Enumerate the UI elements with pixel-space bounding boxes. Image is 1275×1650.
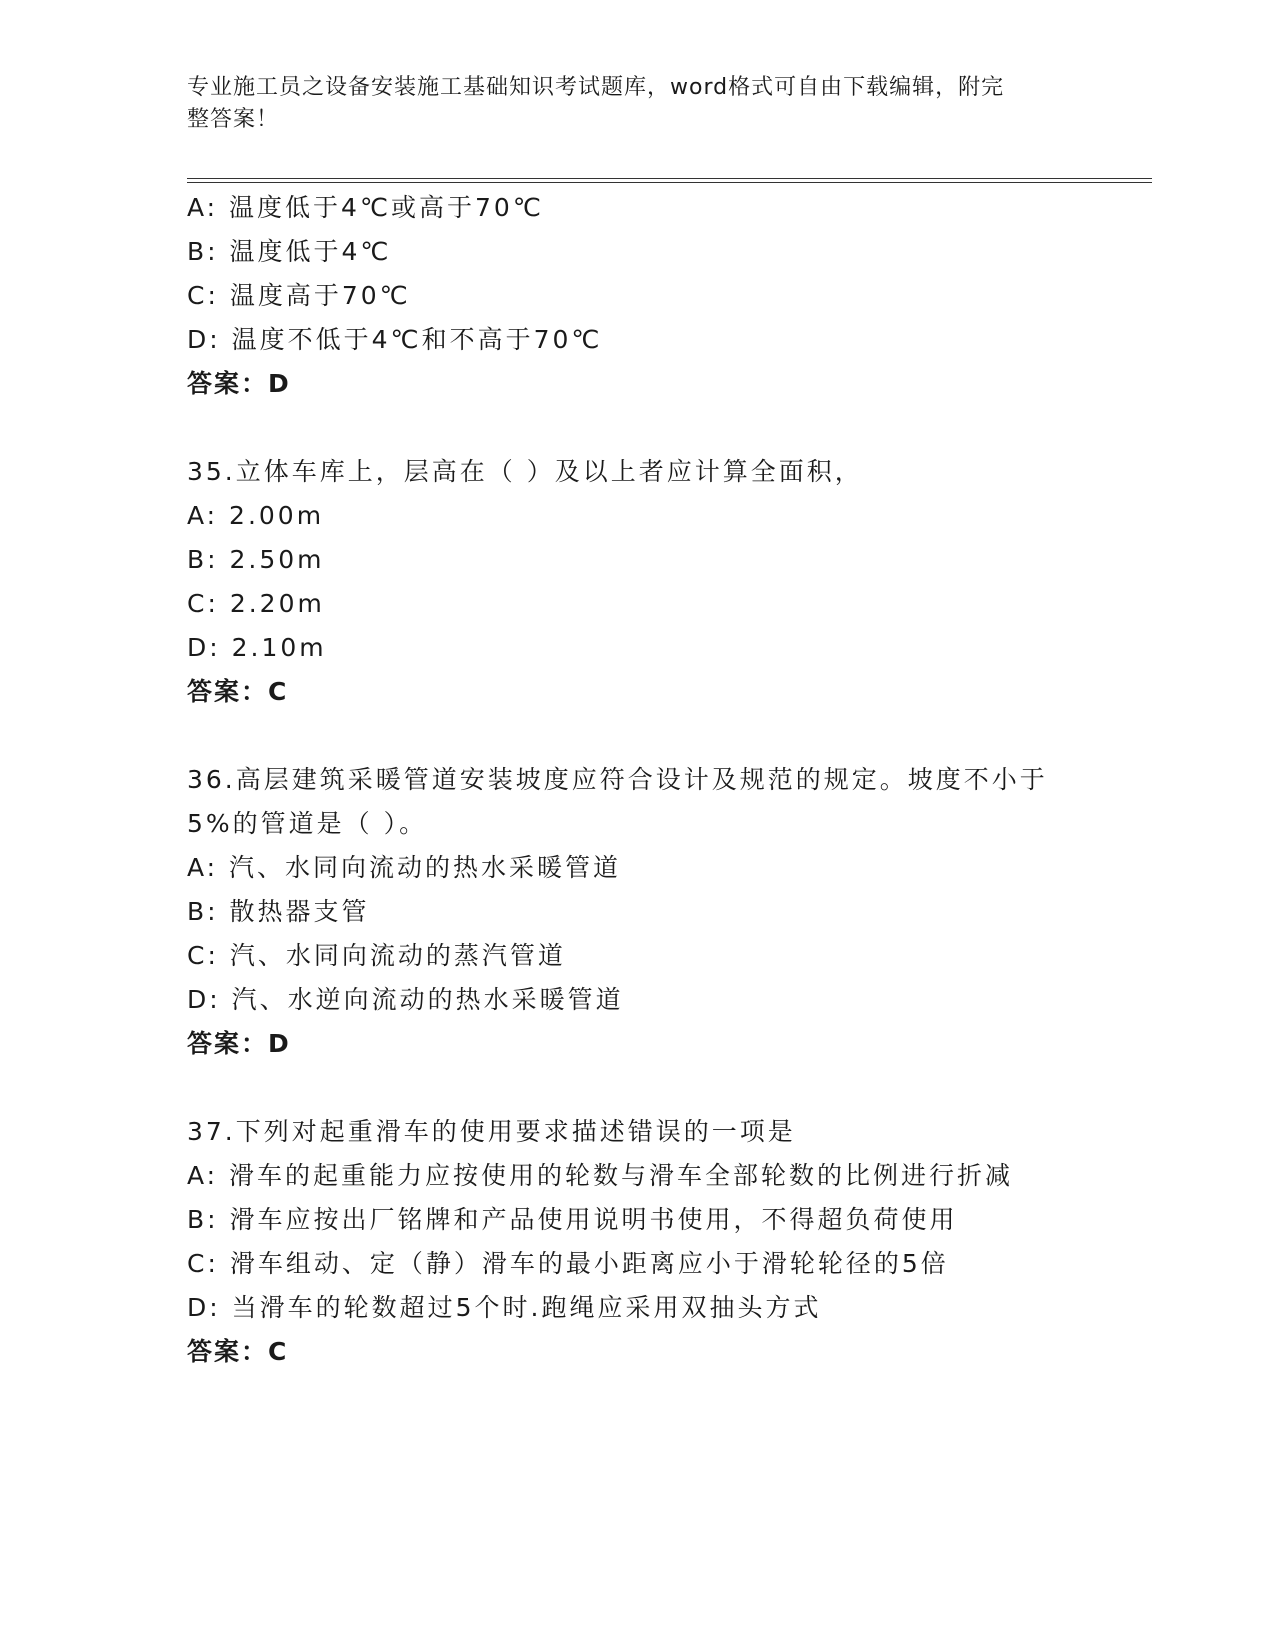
q35-option-a: A: 2.00m [187, 501, 325, 530]
q35-option-b: B: 2.50m [187, 545, 325, 574]
header-rule-bottom [187, 182, 1152, 183]
header-line-2: 整答案！ [187, 107, 280, 132]
q36-option-b: B: 散热器支管 [187, 897, 370, 926]
q36-option-c: C: 汽、水同向流动的蒸汽管道 [187, 941, 566, 970]
q36-option-d: D: 汽、水逆向流动的热水采暖管道 [187, 985, 624, 1014]
q37-option-c: C: 滑车组动、定（静）滑车的最小距离应小于滑轮轮径的5倍 [187, 1249, 949, 1278]
q37-option-d: D: 当滑车的轮数超过5个时.跑绳应采用双抽头方式 [187, 1293, 822, 1322]
q34-option-d: D: 温度不低于4℃和不高于70℃ [187, 325, 603, 354]
q36-option-a: A: 汽、水同向流动的热水采暖管道 [187, 853, 622, 882]
q35-option-c: C: 2.20m [187, 589, 325, 618]
q37-answer: 答案：C [187, 1337, 289, 1366]
q34-option-c: C: 温度高于70℃ [187, 281, 411, 310]
header-rule-top [187, 178, 1152, 179]
q37-option-a: A: 滑车的起重能力应按使用的轮数与滑车全部轮数的比例进行折减 [187, 1161, 1014, 1190]
q34-option-b: B: 温度低于4℃ [187, 237, 392, 266]
q34-option-a: A: 温度低于4℃或高于70℃ [187, 193, 544, 222]
q37-question: 37.下列对起重滑车的使用要求描述错误的一项是 [187, 1117, 796, 1146]
header-line-1: 专业施工员之设备安装施工基础知识考试题库，word格式可自由下载编辑，附完 [187, 75, 1005, 100]
q36-question-line-1: 36.高层建筑采暖管道安装坡度应符合设计及规范的规定。坡度不小于 [187, 765, 1048, 794]
q37-option-b: B: 滑车应按出厂铭牌和产品使用说明书使用，不得超负荷使用 [187, 1205, 958, 1234]
q34-answer: 答案：D [187, 369, 291, 398]
q36-question-line-2: 5%的管道是（ ）。 [187, 809, 428, 838]
q36-answer: 答案：D [187, 1029, 291, 1058]
q35-option-d: D: 2.10m [187, 633, 327, 662]
q35-answer: 答案：C [187, 677, 289, 706]
q35-question: 35.立体车库上，层高在（ ）及以上者应计算全面积， [187, 457, 863, 486]
document-header [187, 72, 1067, 136]
